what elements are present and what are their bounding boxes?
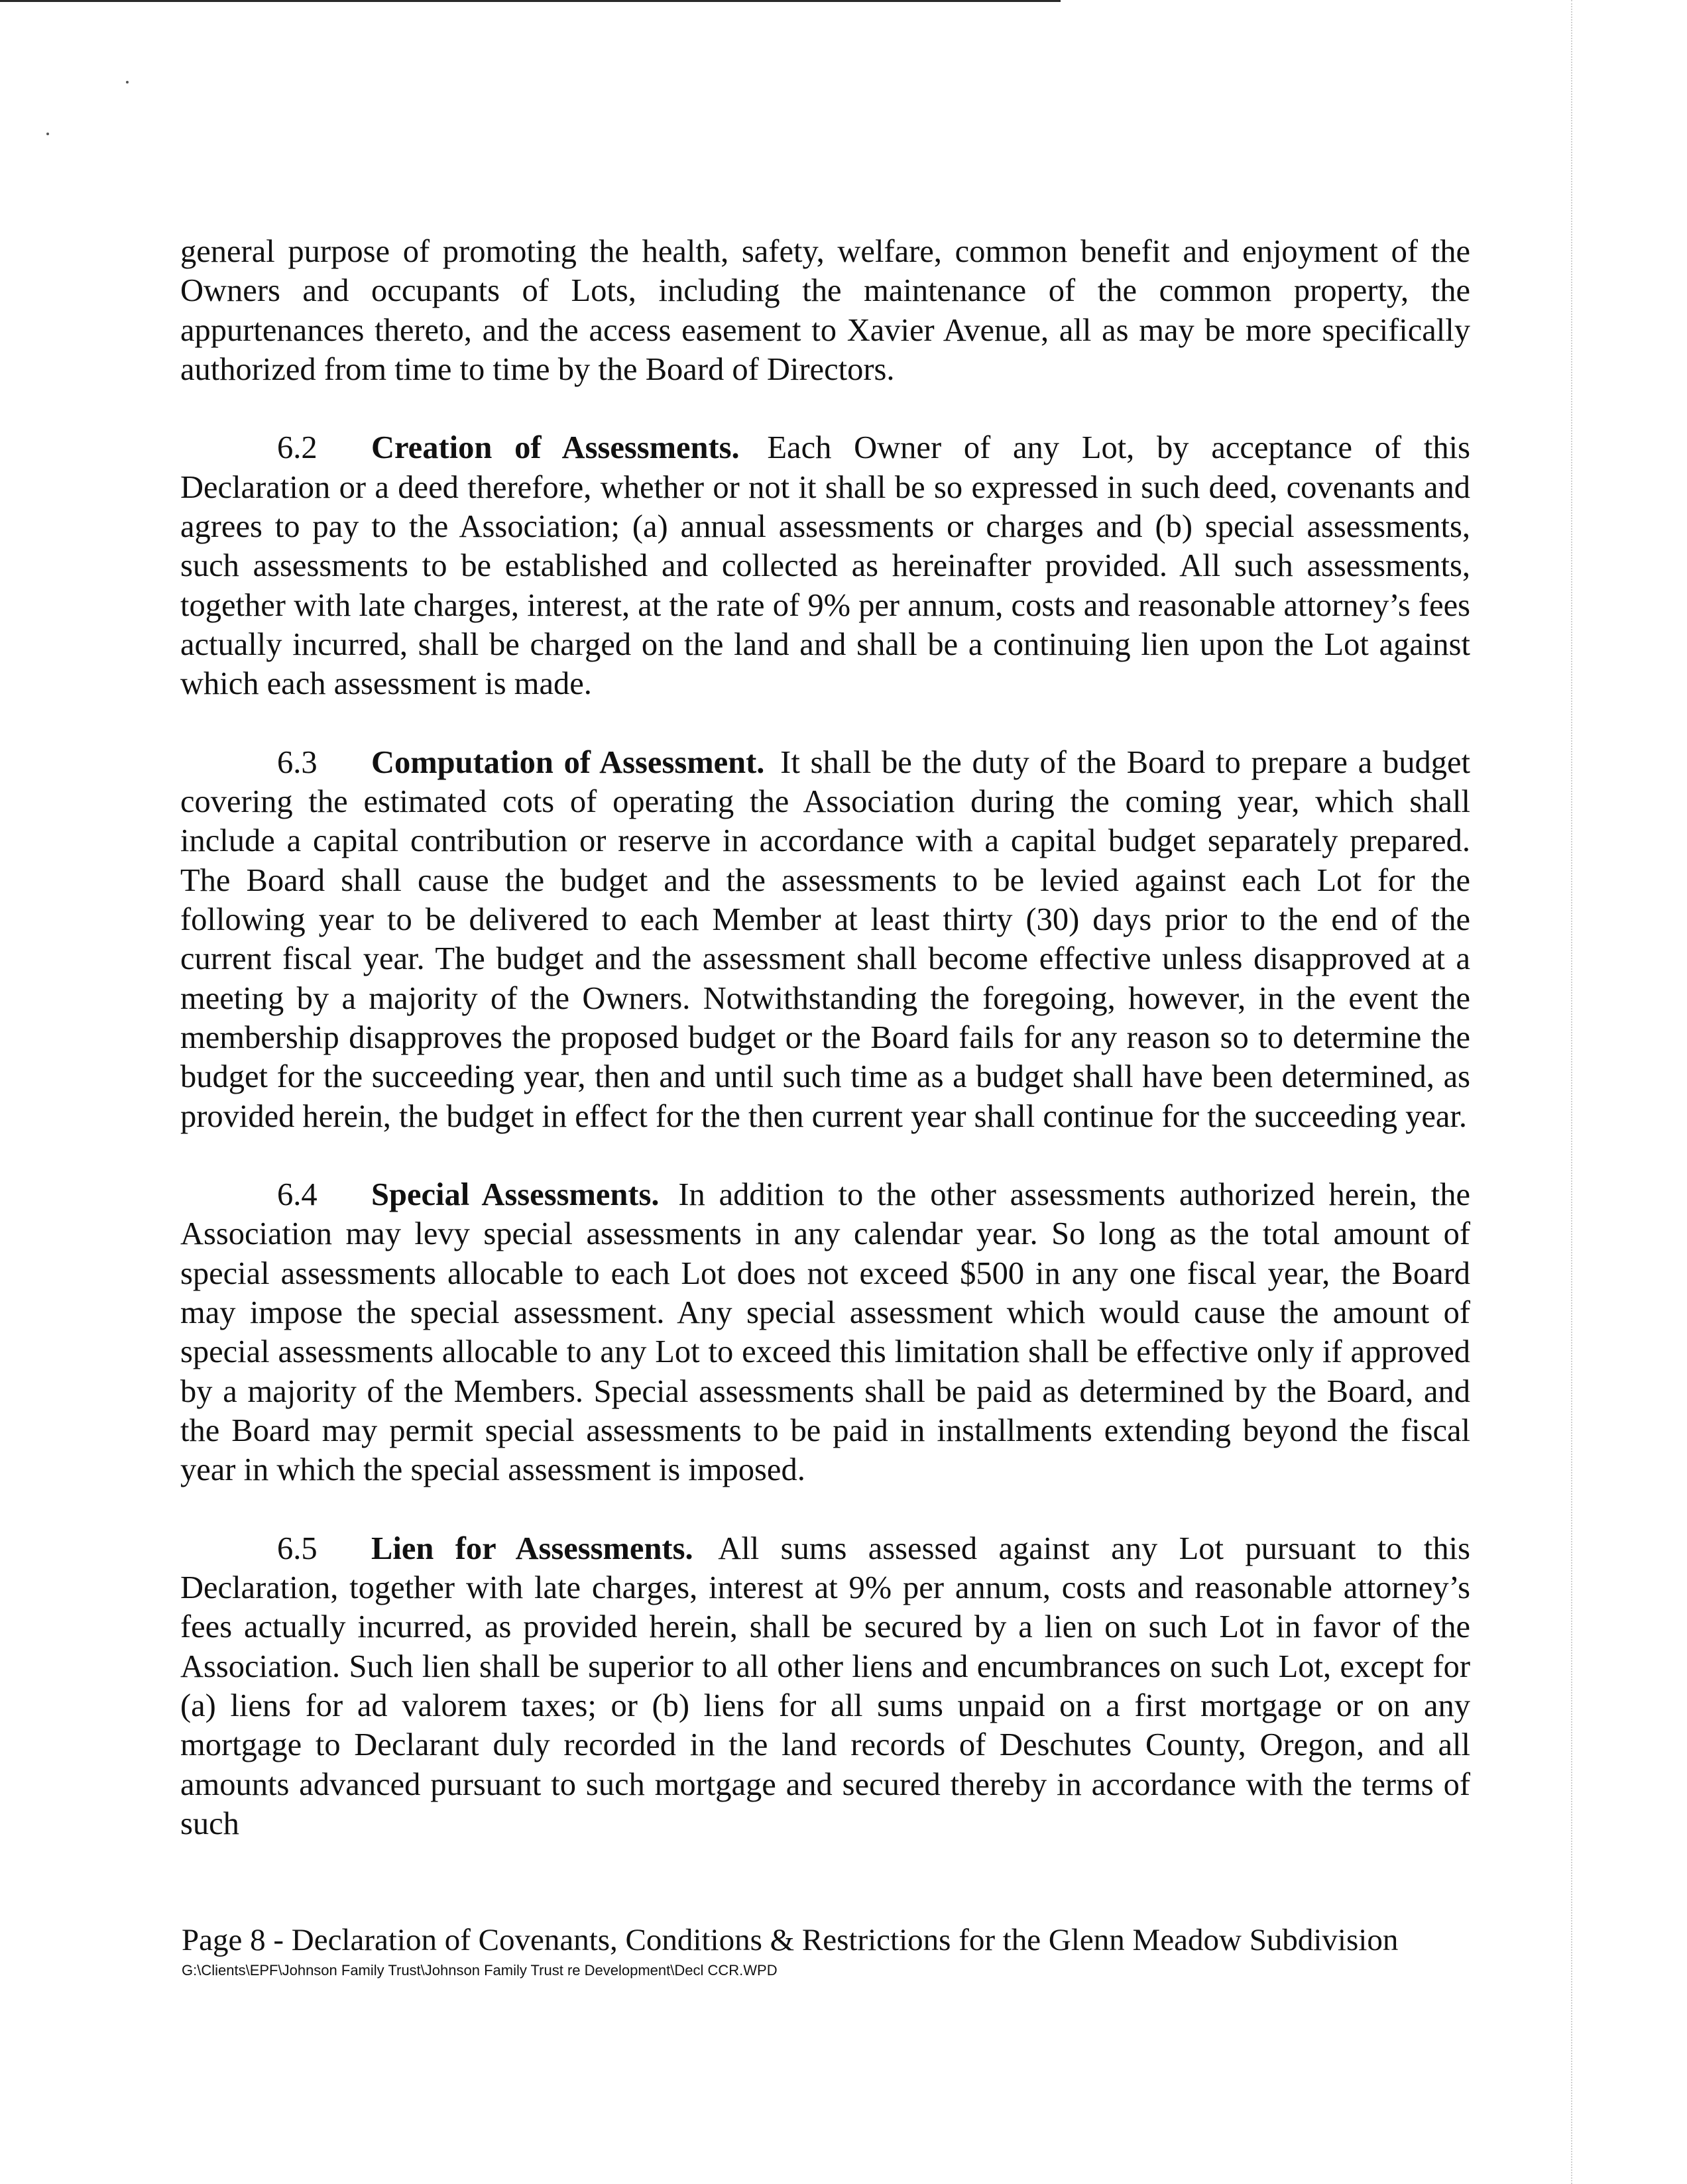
section-title: Lien for Assessments. [371, 1530, 693, 1566]
document-body [180, 232, 1470, 1882]
section-title: Creation of Assessments. [371, 430, 740, 466]
scan-top-edge [0, 0, 1061, 2]
section-text: All sums assessed against any Lot pursuant to this Declaration, together with late charges, interest at 9% per annum, costs and reasonable attorney’s fees actually incurred, as provided herein, shall be secured by a lien on such Lot in favor of the Association. Such lien shall be superior to all other liens and encumbrances on such Lot, except for (a) liens for ad valorem taxes; or (b) liens for all sums unpaid on a first mortgage or on any mortgage to Declarant duly recorded in the land records of Deschutes County, Oregon, and all amounts advanced pursuant to such mortgage and secured thereby in accordance with the terms of such [180, 1530, 1470, 1841]
section-title: Computation of Assessment. [371, 744, 765, 780]
section-number: 6.2 [277, 430, 318, 466]
section-text: In addition to the other assessments authorized herein, the Association may levy special assessments in any calendar year. So long as the total amount of special assessments allocable to each Lot does not exceed $500 in any one fiscal year, the Board may impose the special assessment. Any special assessment which would cause the amount of special assessments allocable to any Lot to exceed this limitation shall be effective only if approved by a majority of the Members. Special assessments shall be paid as determined by the Board, and the Board may permit special assessments to be paid in installments extending beyond the fiscal year in which the special assessment is imposed. [180, 1177, 1470, 1488]
section-text: It shall be the duty of the Board to prepare a budget covering the estimated cots of operating the Association during the coming year, which shall include a capital contribution or reserve in accordance with a capital budget separately prepared. The Board shall cause the budget and the assessments to be levied against each Lot for the following year to be delivered to each Member at least thirty (30) days prior to the end of the current fiscal year. The budget and the assessment shall become effective unless disapproved at a meeting by a majority of the Owners. Notwithstanding the foregoing, however, in the event the membership disapproves the proposed budget or the Board fails for any reason so to determine the budget for the succeeding year, then and until such time as a budget shall have been determined, as provided herein, the budget in effect for the then current year shall continue for the succeeding year. [180, 744, 1471, 1134]
section-number: 6.5 [277, 1530, 318, 1566]
scan-speck [46, 133, 49, 135]
scan-right-edge [1571, 0, 1572, 2184]
section-6-5 [180, 1529, 1470, 1843]
section-text: Each Owner of any Lot, by acceptance of this Declaration or a deed therefore, whether or not it shall be so expressed in such deed, covenants and agrees to pay to the Association; (a) annual assessments or charges and (b) special assessments, such assessments to be established and collected as hereinafter provided. All such assessments, together with late charges, interest, at the rate of 9% per annum, costs and reasonable attorney’s fees actually incurred, shall be charged on the land and shall be a continuing lien upon the Lot against which each assessment is made. [180, 430, 1470, 702]
opening-paragraph: general purpose of promoting the health, safety, welfare, common benefit and enjoyment of the Owners and occupants of Lots, including the maintenance of the common property, the appurtenances thereto, and the access easement to Xavier Avenue, all as may be more specifically authorized from time to time by the Board of Directors. [180, 234, 1470, 387]
section-6-4 [180, 1175, 1470, 1489]
section-title: Special Assessments. [371, 1177, 660, 1213]
section-number: 6.4 [277, 1177, 318, 1213]
footer-file-path: G:\Clients\EPF\Johnson Family Trust\Johnson Family Trust re Development\Decl CCR.WPD [182, 1962, 778, 1979]
footer-page-line: Page 8 - Declaration of Covenants, Conditions & Restrictions for the Glenn Meadow Subdivision [182, 1923, 1399, 1957]
section-number: 6.3 [277, 744, 318, 780]
section-6-2 [180, 428, 1470, 703]
scan-speck [126, 81, 129, 84]
page-footer [182, 1921, 1507, 1981]
section-6-3 [180, 743, 1470, 1136]
